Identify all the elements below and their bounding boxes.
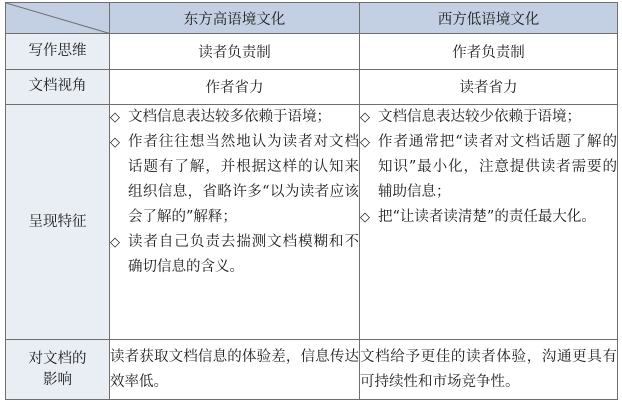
diamond-bullet-icon: ◇ bbox=[110, 135, 120, 150]
row-writing-thinking bbox=[6, 34, 618, 69]
east-feature-list bbox=[110, 105, 359, 280]
row-label-presentation-features: 呈现特征 bbox=[6, 105, 110, 340]
diamond-bullet-icon: ◇ bbox=[360, 110, 370, 125]
header-west: 西方低语境文化 bbox=[360, 3, 618, 34]
west-feature-list bbox=[360, 105, 617, 230]
list-item bbox=[110, 130, 359, 230]
list-item-text: 作者通常把“读者对文档话题了解的知识”最小化，注意提供读者需要的辅助信息； bbox=[378, 134, 617, 200]
list-item bbox=[360, 205, 617, 230]
row-label-document-perspective: 文档视角 bbox=[6, 69, 110, 104]
list-item-text: 文档信息表达较多依赖于语境； bbox=[128, 109, 331, 125]
cell-west-document-impact: 文档给予更佳的读者体验，沟通更具有可持续性和市场竞争性。 bbox=[360, 340, 618, 400]
row-document-impact bbox=[6, 340, 618, 400]
diamond-bullet-icon: ◇ bbox=[360, 135, 370, 150]
list-item-text: 把“让读者读清楚”的责任最大化。 bbox=[378, 209, 596, 225]
diamond-bullet-icon: ◇ bbox=[360, 210, 370, 225]
cell-east-writing-thinking: 读者负责制 bbox=[110, 34, 360, 69]
row-label-writing-thinking: 写作思维 bbox=[6, 34, 110, 69]
list-item-text: 文档信息表达较少依赖于语境； bbox=[378, 109, 581, 125]
diamond-bullet-icon: ◇ bbox=[110, 235, 120, 250]
diagonal-line bbox=[6, 3, 109, 33]
cell-west-writing-thinking: 作者负责制 bbox=[360, 34, 618, 69]
row-label-line2: 影响 bbox=[43, 371, 72, 388]
diamond-bullet-icon: ◇ bbox=[110, 110, 120, 125]
cell-east-document-impact: 读者获取文档信息的体验差，信息传达效率低。 bbox=[110, 340, 360, 400]
list-item bbox=[360, 130, 617, 205]
cell-west-presentation-features bbox=[360, 105, 618, 340]
culture-comparison-table bbox=[5, 2, 618, 400]
header-row bbox=[6, 3, 618, 34]
cell-east-presentation-features bbox=[110, 105, 360, 340]
header-east: 东方高语境文化 bbox=[110, 3, 360, 34]
diagonal-corner-cell bbox=[6, 3, 110, 34]
list-item bbox=[110, 105, 359, 130]
list-item bbox=[110, 230, 359, 280]
cell-west-document-perspective: 读者省力 bbox=[360, 69, 618, 104]
row-label-line1: 对文档的 bbox=[28, 350, 87, 367]
row-presentation-features bbox=[6, 105, 618, 340]
list-item-text: 读者自己负责去揣测文档模糊和不确切信息的含义。 bbox=[128, 234, 359, 275]
cell-east-document-perspective: 作者省力 bbox=[110, 69, 360, 104]
list-item-text: 作者往往想当然地认为读者对文档话题有了解，并根据这样的认知来组织信息，省略许多“以为读者应该会了解的”解释； bbox=[128, 134, 359, 225]
row-label-document-impact bbox=[6, 340, 110, 400]
list-item bbox=[360, 105, 617, 130]
row-document-perspective bbox=[6, 69, 618, 104]
